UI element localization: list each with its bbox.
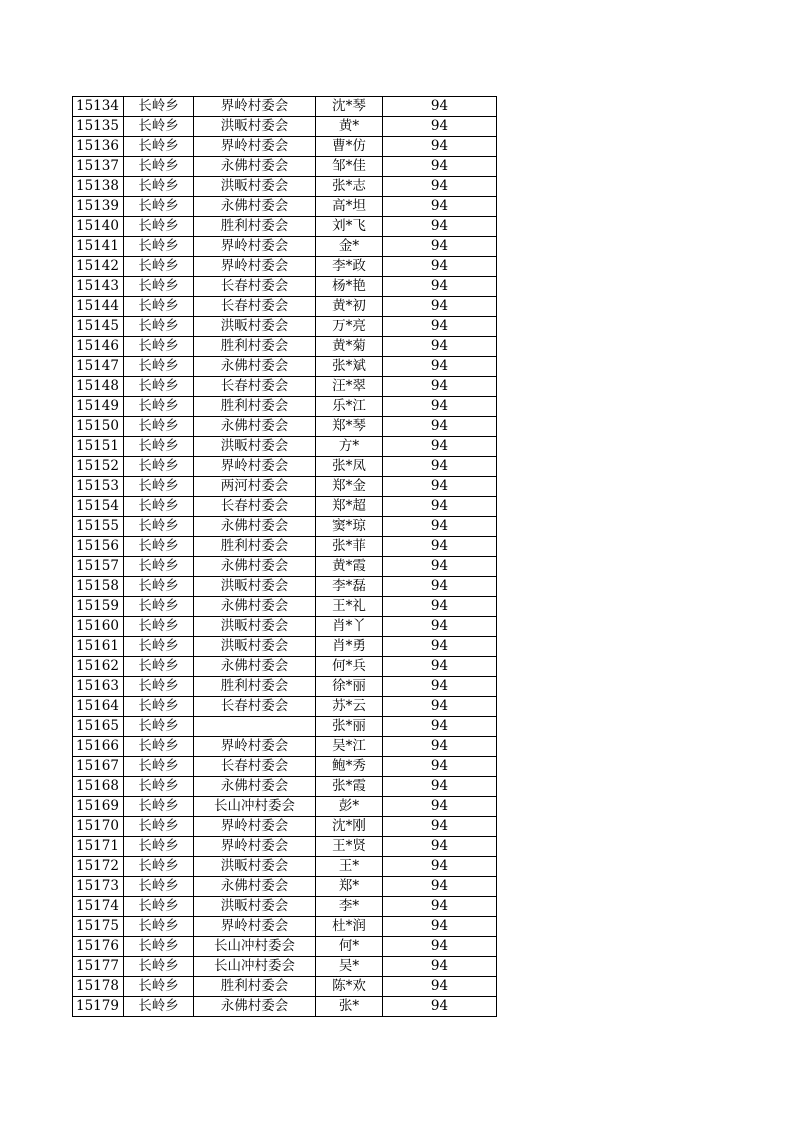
person-name-cell: 万*亮 bbox=[316, 317, 383, 337]
village-committee-cell: 界岭村委会 bbox=[194, 737, 316, 757]
village-committee-cell: 胜利村委会 bbox=[194, 977, 316, 997]
record-id-cell: 15152 bbox=[73, 457, 124, 477]
township-cell: 长岭乡 bbox=[124, 997, 194, 1017]
person-name-cell: 郑*超 bbox=[316, 497, 383, 517]
score-cell: 94 bbox=[383, 757, 497, 777]
table-row bbox=[73, 677, 497, 697]
village-committee-cell: 胜利村委会 bbox=[194, 537, 316, 557]
person-name-cell: 吴* bbox=[316, 957, 383, 977]
record-id-cell: 15138 bbox=[73, 177, 124, 197]
person-name-cell: 窦*琼 bbox=[316, 517, 383, 537]
person-name-cell: 李* bbox=[316, 897, 383, 917]
township-cell: 长岭乡 bbox=[124, 277, 194, 297]
person-name-cell: 沈*琴 bbox=[316, 97, 383, 117]
score-cell: 94 bbox=[383, 637, 497, 657]
person-name-cell: 郑*琴 bbox=[316, 417, 383, 437]
person-name-cell: 高*坦 bbox=[316, 197, 383, 217]
table-row bbox=[73, 957, 497, 977]
township-cell: 长岭乡 bbox=[124, 857, 194, 877]
village-committee-cell: 长山冲村委会 bbox=[194, 957, 316, 977]
person-name-cell: 黄*初 bbox=[316, 297, 383, 317]
township-cell: 长岭乡 bbox=[124, 917, 194, 937]
table-row bbox=[73, 177, 497, 197]
person-name-cell: 肖*丫 bbox=[316, 617, 383, 637]
village-committee-cell: 界岭村委会 bbox=[194, 137, 316, 157]
score-cell: 94 bbox=[383, 137, 497, 157]
village-committee-cell: 洪畈村委会 bbox=[194, 117, 316, 137]
score-cell: 94 bbox=[383, 997, 497, 1017]
village-committee-cell: 胜利村委会 bbox=[194, 397, 316, 417]
village-committee-cell: 长春村委会 bbox=[194, 697, 316, 717]
record-id-cell: 15143 bbox=[73, 277, 124, 297]
table-row bbox=[73, 777, 497, 797]
village-committee-cell: 永佛村委会 bbox=[194, 417, 316, 437]
table-row bbox=[73, 577, 497, 597]
table-row bbox=[73, 637, 497, 657]
score-cell: 94 bbox=[383, 337, 497, 357]
person-name-cell: 王* bbox=[316, 857, 383, 877]
table-row bbox=[73, 477, 497, 497]
score-cell: 94 bbox=[383, 237, 497, 257]
record-id-cell: 15141 bbox=[73, 237, 124, 257]
person-name-cell: 郑*金 bbox=[316, 477, 383, 497]
record-id-cell: 15167 bbox=[73, 757, 124, 777]
record-id-cell: 15160 bbox=[73, 617, 124, 637]
person-name-cell: 张*斌 bbox=[316, 357, 383, 377]
score-cell: 94 bbox=[383, 717, 497, 737]
township-cell: 长岭乡 bbox=[124, 677, 194, 697]
record-id-cell: 15173 bbox=[73, 877, 124, 897]
village-committee-cell: 洪畈村委会 bbox=[194, 617, 316, 637]
village-committee-cell: 洪畈村委会 bbox=[194, 177, 316, 197]
township-cell: 长岭乡 bbox=[124, 437, 194, 457]
village-committee-cell: 界岭村委会 bbox=[194, 237, 316, 257]
person-name-cell: 方* bbox=[316, 437, 383, 457]
score-cell: 94 bbox=[383, 537, 497, 557]
table-row bbox=[73, 917, 497, 937]
record-id-cell: 15142 bbox=[73, 257, 124, 277]
score-cell: 94 bbox=[383, 417, 497, 437]
record-id-cell: 15151 bbox=[73, 437, 124, 457]
score-cell: 94 bbox=[383, 697, 497, 717]
record-id-cell: 15158 bbox=[73, 577, 124, 597]
village-committee-cell: 胜利村委会 bbox=[194, 217, 316, 237]
township-cell: 长岭乡 bbox=[124, 97, 194, 117]
table-row bbox=[73, 397, 497, 417]
score-cell: 94 bbox=[383, 437, 497, 457]
person-name-cell: 徐*丽 bbox=[316, 677, 383, 697]
table-row bbox=[73, 317, 497, 337]
person-name-cell: 黄* bbox=[316, 117, 383, 137]
person-name-cell: 肖*勇 bbox=[316, 637, 383, 657]
record-id-cell: 15174 bbox=[73, 897, 124, 917]
township-cell: 长岭乡 bbox=[124, 637, 194, 657]
record-id-cell: 15136 bbox=[73, 137, 124, 157]
township-cell: 长岭乡 bbox=[124, 337, 194, 357]
table-row bbox=[73, 157, 497, 177]
township-cell: 长岭乡 bbox=[124, 417, 194, 437]
score-cell: 94 bbox=[383, 277, 497, 297]
person-name-cell: 汪*翠 bbox=[316, 377, 383, 397]
township-cell: 长岭乡 bbox=[124, 537, 194, 557]
village-committee-cell: 永佛村委会 bbox=[194, 517, 316, 537]
score-cell: 94 bbox=[383, 477, 497, 497]
score-cell: 94 bbox=[383, 357, 497, 377]
person-name-cell: 沈*刚 bbox=[316, 817, 383, 837]
person-name-cell: 张*菲 bbox=[316, 537, 383, 557]
record-id-cell: 15168 bbox=[73, 777, 124, 797]
score-cell: 94 bbox=[383, 177, 497, 197]
township-cell: 长岭乡 bbox=[124, 377, 194, 397]
township-cell: 长岭乡 bbox=[124, 737, 194, 757]
township-cell: 长岭乡 bbox=[124, 597, 194, 617]
village-committee-cell: 永佛村委会 bbox=[194, 157, 316, 177]
table-row bbox=[73, 437, 497, 457]
score-cell: 94 bbox=[383, 937, 497, 957]
village-committee-cell: 洪畈村委会 bbox=[194, 437, 316, 457]
township-cell: 长岭乡 bbox=[124, 797, 194, 817]
table-row bbox=[73, 977, 497, 997]
table-row bbox=[73, 337, 497, 357]
person-name-cell: 邹*佳 bbox=[316, 157, 383, 177]
score-cell: 94 bbox=[383, 457, 497, 477]
village-committee-cell: 洪畈村委会 bbox=[194, 857, 316, 877]
village-committee-cell: 长春村委会 bbox=[194, 377, 316, 397]
table-row bbox=[73, 497, 497, 517]
table-row bbox=[73, 877, 497, 897]
score-cell: 94 bbox=[383, 857, 497, 877]
record-id-cell: 15178 bbox=[73, 977, 124, 997]
village-committee-cell: 长春村委会 bbox=[194, 497, 316, 517]
township-cell: 长岭乡 bbox=[124, 617, 194, 637]
table-row bbox=[73, 757, 497, 777]
township-cell: 长岭乡 bbox=[124, 217, 194, 237]
table-row bbox=[73, 717, 497, 737]
village-committee-cell: 长春村委会 bbox=[194, 277, 316, 297]
village-committee-cell: 洪畈村委会 bbox=[194, 897, 316, 917]
person-name-cell: 郑* bbox=[316, 877, 383, 897]
record-id-cell: 15177 bbox=[73, 957, 124, 977]
township-cell: 长岭乡 bbox=[124, 577, 194, 597]
table-row bbox=[73, 697, 497, 717]
township-cell: 长岭乡 bbox=[124, 757, 194, 777]
township-cell: 长岭乡 bbox=[124, 517, 194, 537]
score-cell: 94 bbox=[383, 157, 497, 177]
table-row bbox=[73, 937, 497, 957]
village-committee-cell: 长春村委会 bbox=[194, 757, 316, 777]
score-cell: 94 bbox=[383, 557, 497, 577]
person-name-cell: 曹*仿 bbox=[316, 137, 383, 157]
table-row bbox=[73, 417, 497, 437]
village-committee-cell: 永佛村委会 bbox=[194, 777, 316, 797]
township-cell: 长岭乡 bbox=[124, 477, 194, 497]
score-cell: 94 bbox=[383, 217, 497, 237]
table-row bbox=[73, 857, 497, 877]
township-cell: 长岭乡 bbox=[124, 817, 194, 837]
village-committee-cell: 永佛村委会 bbox=[194, 877, 316, 897]
village-committee-cell: 界岭村委会 bbox=[194, 817, 316, 837]
township-cell: 长岭乡 bbox=[124, 717, 194, 737]
score-cell: 94 bbox=[383, 917, 497, 937]
score-cell: 94 bbox=[383, 657, 497, 677]
village-committee-cell: 洪畈村委会 bbox=[194, 637, 316, 657]
township-cell: 长岭乡 bbox=[124, 157, 194, 177]
record-id-cell: 15164 bbox=[73, 697, 124, 717]
score-cell: 94 bbox=[383, 257, 497, 277]
record-id-cell: 15163 bbox=[73, 677, 124, 697]
score-cell: 94 bbox=[383, 377, 497, 397]
record-id-cell: 15159 bbox=[73, 597, 124, 617]
table-row bbox=[73, 197, 497, 217]
table-row bbox=[73, 737, 497, 757]
township-cell: 长岭乡 bbox=[124, 557, 194, 577]
township-cell: 长岭乡 bbox=[124, 697, 194, 717]
township-cell: 长岭乡 bbox=[124, 177, 194, 197]
score-cell: 94 bbox=[383, 897, 497, 917]
village-committee-cell: 界岭村委会 bbox=[194, 837, 316, 857]
township-cell: 长岭乡 bbox=[124, 977, 194, 997]
score-cell: 94 bbox=[383, 577, 497, 597]
township-cell: 长岭乡 bbox=[124, 197, 194, 217]
person-name-cell: 鲍*秀 bbox=[316, 757, 383, 777]
score-cell: 94 bbox=[383, 817, 497, 837]
village-committee-cell: 永佛村委会 bbox=[194, 597, 316, 617]
table-row bbox=[73, 237, 497, 257]
record-id-cell: 15169 bbox=[73, 797, 124, 817]
village-committee-cell: 两河村委会 bbox=[194, 477, 316, 497]
score-cell: 94 bbox=[383, 877, 497, 897]
record-id-cell: 15154 bbox=[73, 497, 124, 517]
score-cell: 94 bbox=[383, 777, 497, 797]
village-committee-cell: 永佛村委会 bbox=[194, 197, 316, 217]
table-row bbox=[73, 297, 497, 317]
table-row bbox=[73, 117, 497, 137]
score-cell: 94 bbox=[383, 737, 497, 757]
score-cell: 94 bbox=[383, 317, 497, 337]
village-committee-cell: 胜利村委会 bbox=[194, 337, 316, 357]
score-cell: 94 bbox=[383, 117, 497, 137]
village-committee-cell: 界岭村委会 bbox=[194, 917, 316, 937]
record-id-cell: 15156 bbox=[73, 537, 124, 557]
village-committee-cell: 胜利村委会 bbox=[194, 677, 316, 697]
score-cell: 94 bbox=[383, 517, 497, 537]
township-cell: 长岭乡 bbox=[124, 837, 194, 857]
record-id-cell: 15166 bbox=[73, 737, 124, 757]
record-id-cell: 15155 bbox=[73, 517, 124, 537]
village-committee-cell: 界岭村委会 bbox=[194, 257, 316, 277]
record-id-cell: 15153 bbox=[73, 477, 124, 497]
person-name-cell: 彭* bbox=[316, 797, 383, 817]
person-name-cell: 杨*艳 bbox=[316, 277, 383, 297]
village-committee-cell bbox=[194, 717, 316, 737]
table-row bbox=[73, 357, 497, 377]
score-cell: 94 bbox=[383, 597, 497, 617]
person-name-cell: 何* bbox=[316, 937, 383, 957]
person-name-cell: 金* bbox=[316, 237, 383, 257]
record-id-cell: 15150 bbox=[73, 417, 124, 437]
record-id-cell: 15165 bbox=[73, 717, 124, 737]
person-name-cell: 何*兵 bbox=[316, 657, 383, 677]
township-cell: 长岭乡 bbox=[124, 357, 194, 377]
table-row bbox=[73, 657, 497, 677]
township-cell: 长岭乡 bbox=[124, 497, 194, 517]
score-cell: 94 bbox=[383, 97, 497, 117]
person-name-cell: 张* bbox=[316, 997, 383, 1017]
record-id-cell: 15134 bbox=[73, 97, 124, 117]
village-committee-cell: 长山冲村委会 bbox=[194, 937, 316, 957]
record-id-cell: 15137 bbox=[73, 157, 124, 177]
record-id-cell: 15170 bbox=[73, 817, 124, 837]
village-committee-cell: 永佛村委会 bbox=[194, 357, 316, 377]
score-cell: 94 bbox=[383, 397, 497, 417]
records-table-body bbox=[73, 97, 497, 1017]
table-row bbox=[73, 217, 497, 237]
record-id-cell: 15179 bbox=[73, 997, 124, 1017]
table-row bbox=[73, 517, 497, 537]
table-row bbox=[73, 137, 497, 157]
score-cell: 94 bbox=[383, 617, 497, 637]
village-committee-cell: 长山冲村委会 bbox=[194, 797, 316, 817]
record-id-cell: 15161 bbox=[73, 637, 124, 657]
table-row bbox=[73, 797, 497, 817]
record-id-cell: 15145 bbox=[73, 317, 124, 337]
records-table bbox=[72, 96, 497, 1017]
township-cell: 长岭乡 bbox=[124, 137, 194, 157]
record-id-cell: 15144 bbox=[73, 297, 124, 317]
table-row bbox=[73, 97, 497, 117]
table-row bbox=[73, 837, 497, 857]
township-cell: 长岭乡 bbox=[124, 397, 194, 417]
score-cell: 94 bbox=[383, 677, 497, 697]
record-id-cell: 15146 bbox=[73, 337, 124, 357]
township-cell: 长岭乡 bbox=[124, 457, 194, 477]
township-cell: 长岭乡 bbox=[124, 777, 194, 797]
village-committee-cell: 界岭村委会 bbox=[194, 457, 316, 477]
record-id-cell: 15162 bbox=[73, 657, 124, 677]
table-row bbox=[73, 277, 497, 297]
record-id-cell: 15176 bbox=[73, 937, 124, 957]
person-name-cell: 乐*江 bbox=[316, 397, 383, 417]
person-name-cell: 张*丽 bbox=[316, 717, 383, 737]
person-name-cell: 张*志 bbox=[316, 177, 383, 197]
township-cell: 长岭乡 bbox=[124, 297, 194, 317]
village-committee-cell: 界岭村委会 bbox=[194, 97, 316, 117]
table-row bbox=[73, 597, 497, 617]
person-name-cell: 杜*润 bbox=[316, 917, 383, 937]
person-name-cell: 陈*欢 bbox=[316, 977, 383, 997]
person-name-cell: 刘*飞 bbox=[316, 217, 383, 237]
township-cell: 长岭乡 bbox=[124, 657, 194, 677]
table-row bbox=[73, 537, 497, 557]
record-id-cell: 15157 bbox=[73, 557, 124, 577]
village-committee-cell: 洪畈村委会 bbox=[194, 317, 316, 337]
table-row bbox=[73, 997, 497, 1017]
person-name-cell: 黄*霞 bbox=[316, 557, 383, 577]
township-cell: 长岭乡 bbox=[124, 237, 194, 257]
person-name-cell: 王*贤 bbox=[316, 837, 383, 857]
table-row bbox=[73, 377, 497, 397]
person-name-cell: 黄*菊 bbox=[316, 337, 383, 357]
township-cell: 长岭乡 bbox=[124, 877, 194, 897]
record-id-cell: 15140 bbox=[73, 217, 124, 237]
record-id-cell: 15171 bbox=[73, 837, 124, 857]
score-cell: 94 bbox=[383, 797, 497, 817]
table-row bbox=[73, 257, 497, 277]
township-cell: 长岭乡 bbox=[124, 897, 194, 917]
village-committee-cell: 永佛村委会 bbox=[194, 557, 316, 577]
table-row bbox=[73, 897, 497, 917]
village-committee-cell: 永佛村委会 bbox=[194, 997, 316, 1017]
village-committee-cell: 长春村委会 bbox=[194, 297, 316, 317]
table-row bbox=[73, 557, 497, 577]
person-name-cell: 张*霞 bbox=[316, 777, 383, 797]
person-name-cell: 吴*江 bbox=[316, 737, 383, 757]
person-name-cell: 张*凤 bbox=[316, 457, 383, 477]
township-cell: 长岭乡 bbox=[124, 257, 194, 277]
table-row bbox=[73, 817, 497, 837]
village-committee-cell: 永佛村委会 bbox=[194, 657, 316, 677]
score-cell: 94 bbox=[383, 837, 497, 857]
record-id-cell: 15148 bbox=[73, 377, 124, 397]
score-cell: 94 bbox=[383, 977, 497, 997]
person-name-cell: 王*礼 bbox=[316, 597, 383, 617]
record-id-cell: 15139 bbox=[73, 197, 124, 217]
score-cell: 94 bbox=[383, 497, 497, 517]
record-id-cell: 15147 bbox=[73, 357, 124, 377]
record-id-cell: 15175 bbox=[73, 917, 124, 937]
score-cell: 94 bbox=[383, 957, 497, 977]
township-cell: 长岭乡 bbox=[124, 957, 194, 977]
township-cell: 长岭乡 bbox=[124, 937, 194, 957]
township-cell: 长岭乡 bbox=[124, 317, 194, 337]
person-name-cell: 李*磊 bbox=[316, 577, 383, 597]
person-name-cell: 李*政 bbox=[316, 257, 383, 277]
township-cell: 长岭乡 bbox=[124, 117, 194, 137]
table-row bbox=[73, 457, 497, 477]
person-name-cell: 苏*云 bbox=[316, 697, 383, 717]
score-cell: 94 bbox=[383, 197, 497, 217]
record-id-cell: 15172 bbox=[73, 857, 124, 877]
score-cell: 94 bbox=[383, 297, 497, 317]
record-id-cell: 15135 bbox=[73, 117, 124, 137]
village-committee-cell: 洪畈村委会 bbox=[194, 577, 316, 597]
table-row bbox=[73, 617, 497, 637]
record-id-cell: 15149 bbox=[73, 397, 124, 417]
